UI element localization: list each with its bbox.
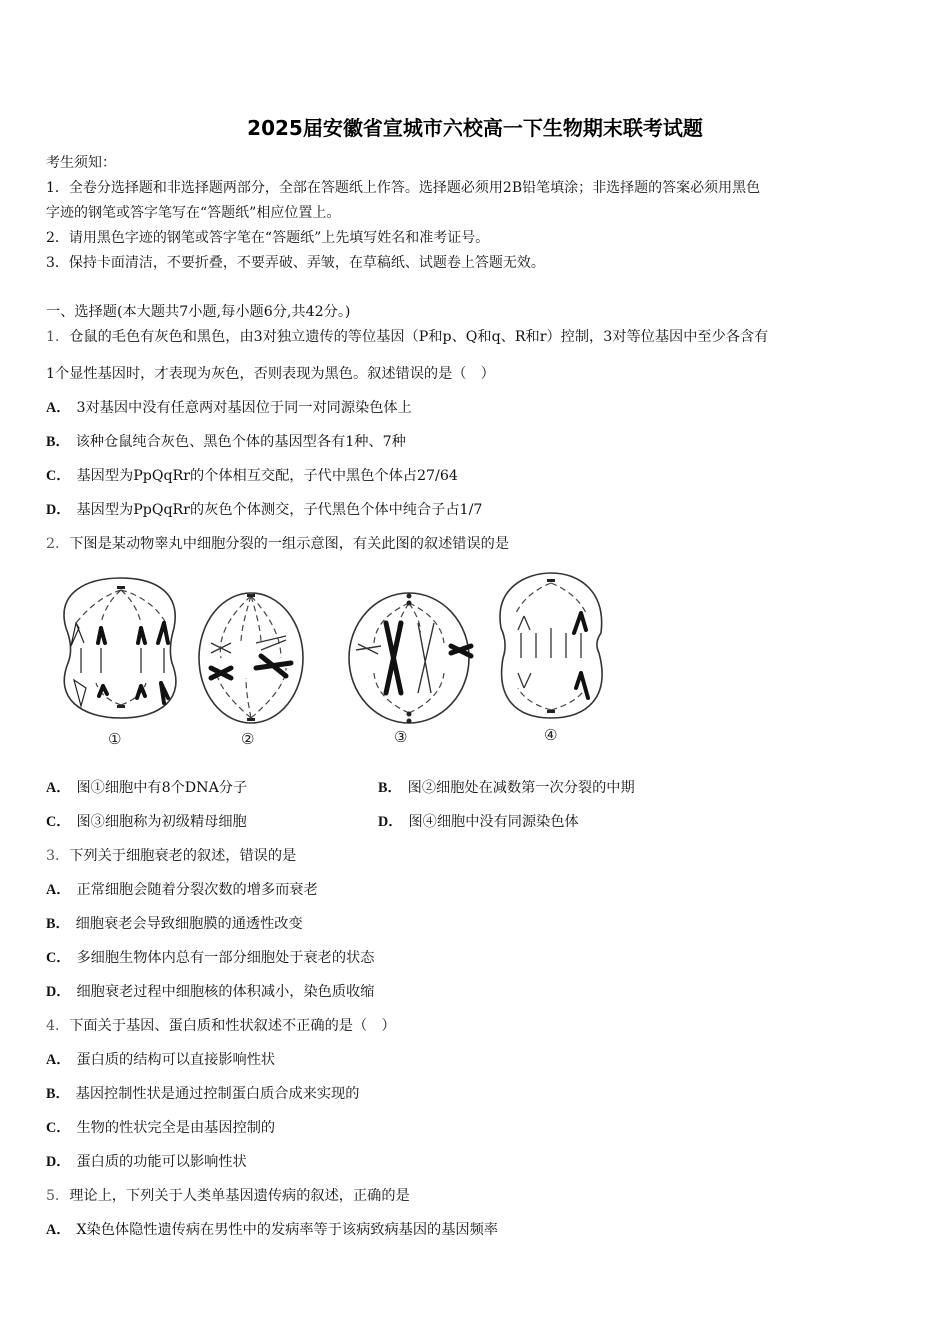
option-text: 细胞衰老会导致细胞膜的通透性改变: [75, 916, 303, 932]
question-3-stem: [46, 846, 296, 866]
option-letter: A．: [46, 1052, 71, 1068]
notice-item-3: 3．保持卡面清洁，不要折叠，不要弄破、弄皱，在草稿纸、试题卷上答题无效。: [46, 255, 545, 271]
question-4-stem: [46, 1016, 396, 1036]
question-1-stem-cont: 1个显性基因时，才表现为灰色，否则表现为黑色。叙述错误的是（ ）: [46, 366, 495, 382]
option-text: 细胞衰老过程中细胞核的体积减小，染色质收缩: [76, 984, 375, 1000]
option-text: 生物的性状完全是由基因控制的: [76, 1120, 276, 1136]
option-letter: D．: [46, 502, 71, 518]
question-stem: 下图是某动物睾丸中细胞分裂的一组示意图，有关此图的叙述错误的是: [69, 536, 510, 552]
notice-item-1: 1．全卷分选择题和非选择题两部分，全部在答题纸上作答。选择题必须用2B铅笔填涂；非选择题的答案必须用黑色: [46, 180, 761, 196]
section-heading: 一、选择题(本大题共7小题,每小题6分,共42分。): [46, 304, 351, 320]
cell-division-figure: [46, 568, 616, 758]
option-text: X染色体隐性遗传病在男性中的发病率等于该病致病基因的基因频率: [76, 1222, 498, 1238]
question-3-option-c: [46, 948, 374, 968]
option-letter: D．: [378, 814, 403, 830]
option-letter: B．: [46, 434, 70, 450]
option-letter: C．: [46, 950, 71, 966]
question-2-stem: [46, 534, 509, 554]
question-4-option-a: [46, 1050, 275, 1070]
question-1-option-d: [46, 500, 482, 520]
question-stem: 理论上，下列关于人类单基因遗传病的叙述，正确的是: [69, 1188, 410, 1204]
option-letter: B．: [378, 780, 402, 796]
option-text: 正常细胞会随着分裂次数的增多而衰老: [76, 882, 318, 898]
notice-heading: 考生须知：: [46, 155, 116, 171]
figure-label-3: ③: [394, 728, 408, 746]
option-letter: A．: [46, 780, 71, 796]
question-stem: 下面关于基因、蛋白质和性状叙述不正确的是（ ）: [69, 1018, 396, 1034]
question-5-option-a: [46, 1220, 498, 1240]
question-1-option-b: [46, 432, 406, 452]
notice-item-2: 2．请用黑色字迹的钢笔或答字笔在“答题纸”上先填写姓名和准考证号。: [46, 230, 490, 246]
question-1-option-a: [46, 398, 412, 418]
cell-division-diagram: [46, 568, 616, 758]
option-text: 该种仓鼠纯合灰色、黑色个体的基因型各有1种、7种: [75, 434, 406, 450]
question-2-option-d: [378, 812, 579, 832]
option-text: 图①细胞中有8个DNA分子: [76, 780, 248, 796]
option-letter: D．: [46, 984, 71, 1000]
question-stem: 下列关于细胞衰老的叙述，错误的是: [69, 848, 297, 864]
option-letter: A．: [46, 400, 71, 416]
question-5-stem: [46, 1186, 410, 1206]
option-text: 蛋白质的结构可以直接影响性状: [76, 1052, 276, 1068]
option-text: 图②细胞处在减数第一次分裂的中期: [407, 780, 635, 796]
question-4-option-b: [46, 1084, 359, 1104]
option-text: 图③细胞称为初级精母细胞: [76, 814, 247, 830]
question-4-option-d: [46, 1152, 247, 1172]
option-text: 基因型为PpQqRr的灰色个体测交，子代黑色个体中纯合子占1/7: [76, 502, 483, 518]
question-3-option-b: [46, 914, 303, 934]
option-text: 图④细胞中没有同源染色体: [408, 814, 579, 830]
figure-label-4: ④: [544, 726, 558, 744]
notice-item-1-cont: 字迹的钢笔或答字笔写在“答题纸”相应位置上。: [46, 205, 341, 221]
question-number: 2．: [46, 536, 70, 552]
question-number: 1．: [46, 329, 70, 345]
question-number: 3．: [46, 848, 70, 864]
option-text: 基因型为PpQqRr的个体相互交配，子代中黑色个体占27/64: [76, 468, 458, 484]
question-2-option-a: [46, 778, 247, 798]
exam-title: 2025届安徽省宣城市六校高一下生物期末联考试题: [247, 116, 703, 140]
question-2-option-c: [46, 812, 247, 832]
option-letter: B．: [46, 1086, 70, 1102]
option-letter: C．: [46, 814, 71, 830]
question-stem: 仓鼠的毛色有灰色和黑色，由3对独立遗传的等位基因（P和p、Q和q、R和r）控制，3对等位基因中至少各含有: [69, 329, 769, 345]
question-number: 4．: [46, 1018, 70, 1034]
question-4-option-c: [46, 1118, 275, 1138]
option-letter: C．: [46, 1120, 71, 1136]
question-number: 5．: [46, 1188, 70, 1204]
question-1-stem: [46, 327, 768, 347]
question-1-option-c: [46, 466, 458, 486]
question-2-option-b: [378, 778, 635, 798]
option-text: 蛋白质的功能可以影响性状: [76, 1154, 247, 1170]
option-letter: A．: [46, 882, 71, 898]
option-text: 基因控制性状是通过控制蛋白质合成来实现的: [75, 1086, 360, 1102]
option-letter: B．: [46, 916, 70, 932]
figure-label-1: ①: [108, 730, 122, 748]
option-text: 3对基因中没有任意两对基因位于同一对同源染色体上: [76, 400, 412, 416]
figure-label-2: ②: [241, 730, 255, 748]
question-3-option-a: [46, 880, 318, 900]
option-text: 多细胞生物体内总有一部分细胞处于衰老的状态: [76, 950, 375, 966]
option-letter: D．: [46, 1154, 71, 1170]
option-letter: C．: [46, 468, 71, 484]
option-letter: A．: [46, 1222, 71, 1238]
question-3-option-d: [46, 982, 374, 1002]
